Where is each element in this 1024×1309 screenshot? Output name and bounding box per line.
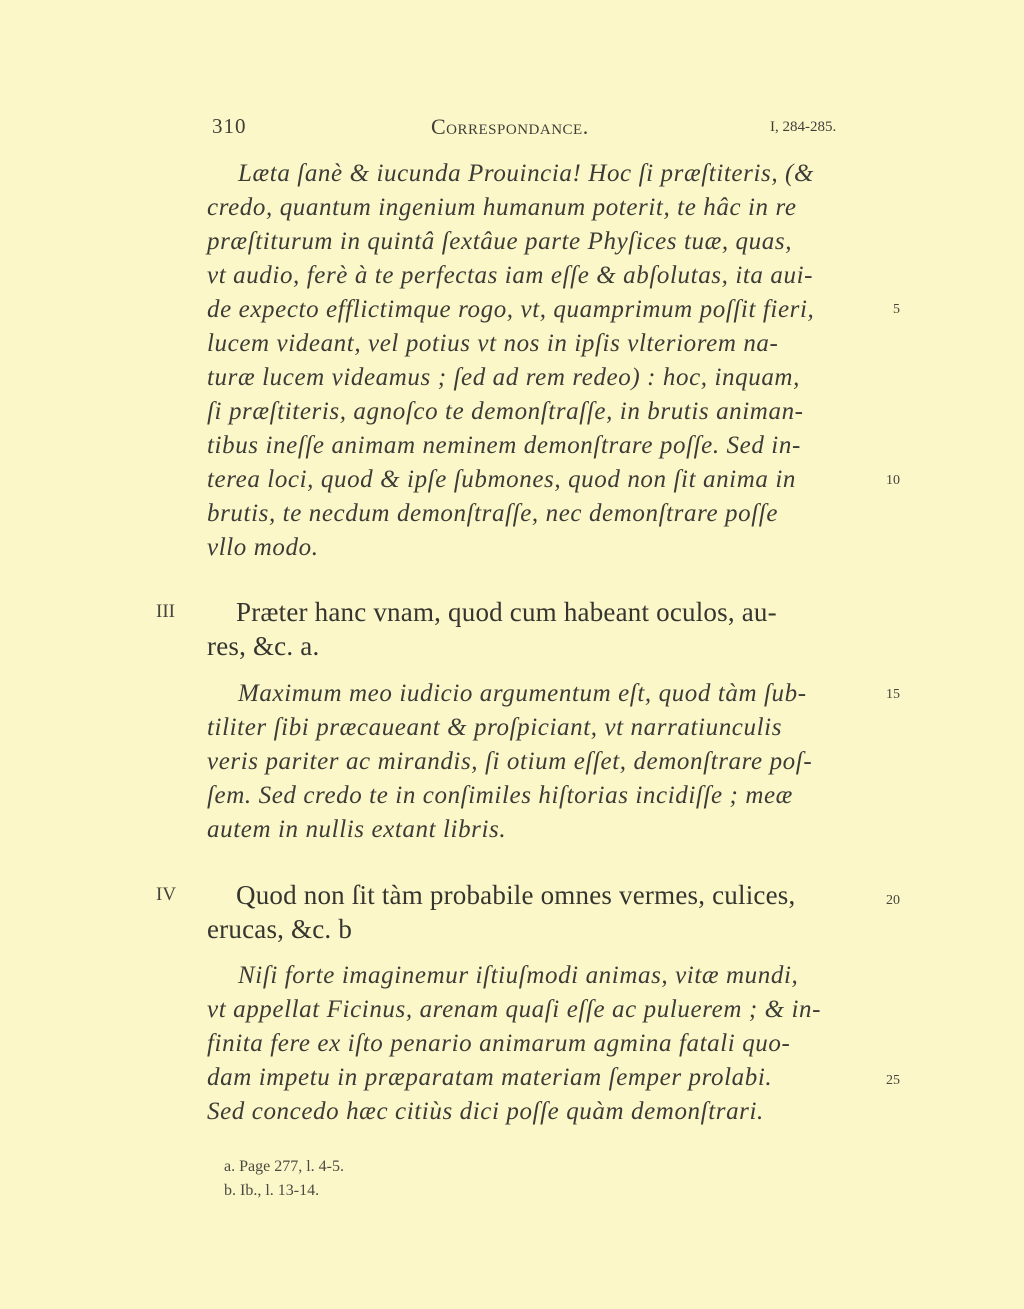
footnote: a. Page 277, l. 4-5. (224, 1158, 344, 1175)
section-heading-line: Quod non ſit tàm probabile omnes vermes, culices, (236, 880, 796, 910)
text-line: vt audio, ferè à te perfectas iam eſſe & abſolutas, ita aui- (207, 262, 814, 289)
text-line: dam impetu in præparatam materiam ſemper prolabi. (207, 1064, 773, 1091)
line-number: 25 (886, 1073, 900, 1088)
text-line: tiliter ſibi præcaueant & proſpiciant, vt narratiunculis (207, 714, 783, 741)
section-heading-line: erucas, &c. b (207, 914, 353, 944)
section-number: III (156, 601, 175, 622)
text-line: ſem. Sed credo te in conſimiles hiſtorias incidiſſe ; meæ (207, 782, 793, 809)
section-heading-line: Præter hanc vnam, quod cum habeant oculos, au- (236, 597, 777, 627)
text-line: Sed concedo hæc citiùs dici poſſe quàm demonſtrari. (207, 1098, 764, 1125)
line-number: 5 (893, 302, 900, 317)
text-line: autem in nullis extant libris. (207, 816, 507, 843)
text-line: Niſi forte imaginemur iſtiuſmodi animas, vitæ mundi, (238, 962, 799, 989)
page-number: 310 (212, 114, 247, 138)
page-reference: I, 284-285. (770, 119, 837, 135)
text-line: præſtiturum in quintâ ſextâue parte Phyſices tuæ, quas, (207, 228, 793, 255)
text-line: credo, quantum ingenium humanum poterit, te hâc in re (207, 194, 797, 221)
section-number: IV (156, 884, 177, 905)
text-line: turæ lucem videamus ; ſed ad rem redeo) : hoc, inquam, (207, 364, 800, 391)
text-line: lucem videant, vel potius vt nos in ipſis vlteriorem na- (207, 330, 779, 357)
footnote: b. Ib., l. 13-14. (224, 1182, 320, 1199)
text-line: Læta ſanè & iucunda Prouincia! Hoc ſi præſtiteris, (& (238, 160, 814, 187)
running-title: Correspondance. (431, 114, 589, 139)
text-line: brutis, te necdum demonſtraſſe, nec demonſtrare poſſe (207, 500, 779, 527)
text-line: ſi præſtiteris, agnoſco te demonſtraſſe, in brutis animan- (207, 398, 804, 425)
text-line: finita fere ex iſto penario animarum agmina fatali quo- (207, 1030, 791, 1057)
text-line: veris pariter ac mirandis, ſi otium eſſet, demonſtrare poſ- (207, 748, 813, 775)
text-line: vt appellat Ficinus, arenam quaſi eſſe ac puluerem ; & in- (207, 996, 822, 1023)
text-line: tibus ineſſe animam neminem demonſtrare poſſe. Sed in- (207, 432, 801, 459)
section-heading-line: res, &c. a. (207, 631, 320, 661)
line-number: 10 (886, 473, 900, 488)
text-line: Maximum meo iudicio argumentum eſt, quod tàm ſub- (238, 680, 807, 707)
line-number: 20 (886, 893, 900, 908)
text-line: vllo modo. (207, 534, 319, 561)
text-line: de expecto efflictimque rogo, vt, quamprimum poſſit fieri, (207, 296, 815, 323)
line-number: 15 (886, 687, 900, 702)
text-line: terea loci, quod & ipſe ſubmones, quod non ſit anima in (207, 466, 796, 493)
